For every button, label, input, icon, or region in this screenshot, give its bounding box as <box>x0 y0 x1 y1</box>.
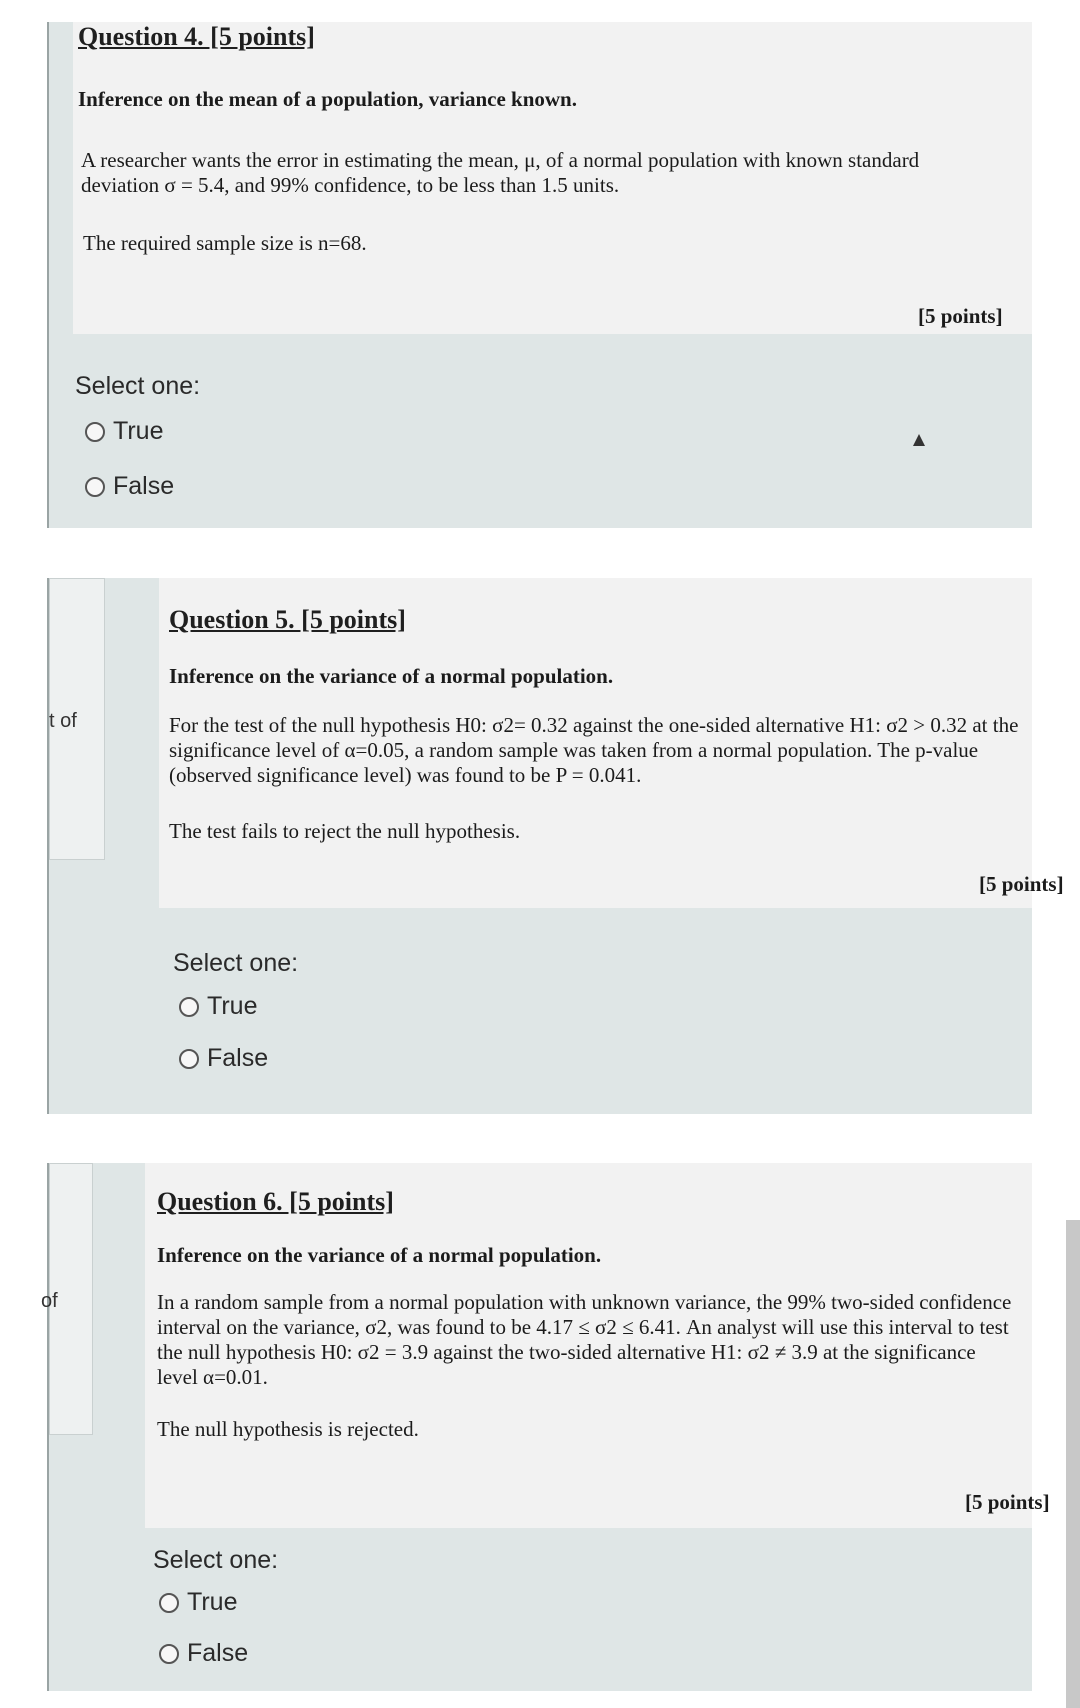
question-5-points: [5 points] <box>979 872 1064 896</box>
question-5-title: Question 5. [5 points] <box>169 605 406 634</box>
question-6-title: Question 6. [5 points] <box>157 1187 394 1216</box>
option-label: False <box>187 1639 249 1667</box>
question-5-panel <box>47 578 1064 1114</box>
question-4-subtitle: Inference on the mean of a population, variance known. <box>78 87 577 111</box>
question-6-statement: The null hypothesis is rejected. <box>157 1417 419 1441</box>
question-6-panel <box>41 1163 1050 1691</box>
question-6-option-false[interactable] <box>159 1639 248 1668</box>
scrollbar[interactable] <box>1066 1220 1080 1708</box>
option-label: False <box>113 472 175 500</box>
question-4-points: [5 points] <box>918 304 1003 328</box>
radio-button[interactable] <box>85 477 105 497</box>
question-5-statement: The test fails to reject the null hypothesis. <box>169 819 521 843</box>
radio-button[interactable] <box>159 1593 179 1613</box>
question-6-body: In a random sample from a normal population with unknown variance, the 99% two-sided confidence interval on the variance, σ2, was found to be 4.17 ≤ σ2 ≤ 6.41. An analyst will use this interval to test the null hypothesis H0: σ2 = 3.9 against the two-sided alternative H1: σ2 ≠ 3.9 at the significance level α=0.01. <box>157 1290 1012 1389</box>
option-label: False <box>207 1044 269 1072</box>
side-text: t of <box>49 710 77 732</box>
option-label: True <box>207 992 258 1020</box>
question-5-option-false[interactable] <box>179 1044 268 1073</box>
mouse-cursor-icon <box>913 434 925 446</box>
question-4-option-true[interactable] <box>85 417 163 446</box>
radio-button[interactable] <box>159 1644 179 1664</box>
radio-button[interactable] <box>85 422 105 442</box>
question-6-option-true[interactable] <box>159 1588 237 1617</box>
question-4-title: Question 4. [5 points] <box>78 22 315 51</box>
question-4-text-box <box>73 22 1032 334</box>
option-label: True <box>187 1588 238 1616</box>
question-5-text-box <box>159 578 1064 908</box>
question-4-statement: The required sample size is n=68. <box>83 231 367 255</box>
question-6-points: [5 points] <box>965 1490 1050 1514</box>
question-6-select-label: Select one: <box>153 1546 279 1574</box>
question-5-option-true[interactable] <box>179 992 257 1021</box>
question-4-body: A researcher wants the error in estimating the mean, μ, of a normal population with known standard deviation σ = 5.4, and 99% confidence, to be less than 1.5 units. <box>81 148 920 197</box>
radio-button[interactable] <box>179 997 199 1017</box>
question-4-select-label: Select one: <box>75 372 201 400</box>
question-5-subtitle: Inference on the variance of a normal population. <box>169 664 614 688</box>
question-5-select-label: Select one: <box>173 949 299 977</box>
question-5-body: For the test of the null hypothesis H0: σ2= 0.32 against the one-sided alternative H1: σ2 > 0.32 at the significance level of α=0.05, a random sample was taken from a normal population. The p-value (observed significance level) was found to be P = 0.041. <box>169 713 1019 787</box>
question-6-subtitle: Inference on the variance of a normal population. <box>157 1243 602 1267</box>
question-6-text-box <box>145 1163 1050 1528</box>
option-label: True <box>113 417 164 445</box>
question-4-option-false[interactable] <box>85 472 174 501</box>
panel-edge <box>47 22 49 528</box>
question-4-panel <box>47 22 1032 528</box>
radio-button[interactable] <box>179 1049 199 1069</box>
side-text: of <box>41 1290 58 1312</box>
